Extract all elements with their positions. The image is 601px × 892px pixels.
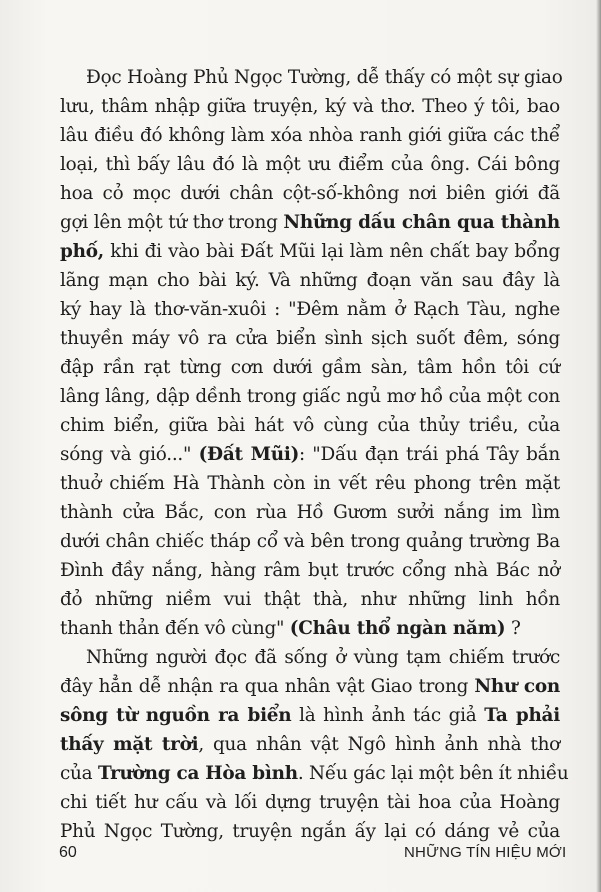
text-line: dưới chân chiếc tháp cổ và bên trong quảng trường Ba bbox=[60, 531, 560, 552]
text-line: hoa cỏ mọc dưới chân cột-số-không nơi biên giới đã bbox=[60, 183, 560, 204]
text-run: thanh thản đến vô cùng" bbox=[60, 618, 285, 639]
running-title: NHỮNG TÍN HIỆU MỚI bbox=[404, 844, 567, 861]
work-title: Những dấu chân qua thành bbox=[283, 212, 560, 233]
text-line: lâng lâng, dập dềnh trong giấc ngủ mơ hồ của một con bbox=[60, 386, 560, 407]
text-run: ? bbox=[505, 618, 521, 639]
text-line: Đình đầy nắng, hàng râm bụt trước cổng nhà Bác nở bbox=[60, 560, 560, 581]
text-line: chim biển, giữa bài hát vô cùng của thủy triều, của bbox=[60, 415, 560, 436]
work-title: Trường ca Hòa bình bbox=[97, 763, 298, 784]
text-line: Những người đọc đã sống ở vùng tạm chiếm trước bbox=[86, 647, 560, 668]
text-line bbox=[60, 614, 560, 644]
text-line bbox=[60, 237, 560, 267]
text-line: đỏ những niềm vui thật thà, như những linh hồn bbox=[60, 589, 560, 610]
text-line: lưu, thâm nhập giữa truyện, ký và thơ. Theo ý tôi, bao bbox=[60, 96, 560, 117]
text-line bbox=[60, 701, 560, 731]
work-title: phố, bbox=[60, 241, 104, 262]
text-line: ký hay là thơ-văn-xuôi : "Đêm nằm ở Rạch Tàu, nghe bbox=[60, 299, 560, 320]
text-line: thành cửa Bắc, con rùa Hồ Gươm sưởi nắng im lìm bbox=[60, 502, 560, 523]
text-run: gợi lên một tứ thơ trong bbox=[60, 212, 278, 233]
text-line: lãng mạn cho bài ký. Và những đoạn văn sau đây là bbox=[60, 270, 560, 291]
text-line bbox=[60, 440, 560, 470]
text-line: đập rần rạt từng cơn dưới gầm sàn, tâm hồn tôi cứ bbox=[60, 357, 560, 378]
text-line bbox=[60, 730, 560, 760]
text-line bbox=[60, 672, 560, 702]
page-number: 60 bbox=[59, 844, 77, 861]
text-line bbox=[60, 759, 569, 789]
work-title: Như con bbox=[474, 676, 560, 697]
text-run: : "Dấu đạn trái phá Tây bắn bbox=[299, 444, 560, 465]
text-run: sóng và gió..." bbox=[60, 444, 192, 465]
page-edge-shadow bbox=[596, 0, 601, 892]
work-title: (Châu thổ ngàn năm) bbox=[289, 618, 506, 639]
text-line: lâu điều đó không làm xóa nhòa ranh giới giữa các thể bbox=[60, 125, 560, 146]
text-line: thuyền máy vô ra cửa biển sình sịch suốt đêm, sóng bbox=[60, 328, 560, 349]
work-title: sông từ nguồn ra biển bbox=[60, 705, 292, 726]
text-run: đây hẳn dễ nhận ra qua nhân vật Giao trong bbox=[60, 676, 469, 697]
work-title: thấy mặt trời bbox=[60, 734, 199, 755]
text-line bbox=[60, 208, 560, 238]
text-run: của bbox=[60, 763, 93, 784]
text-line: loại, thì bấy lâu đó là một ưu điểm của ông. Cái bông bbox=[60, 154, 560, 175]
text-line: chi tiết hư cấu và lối dựng truyện tài hoa của Hoàng bbox=[60, 792, 560, 813]
text-line: Phủ Ngọc Tường, truyện ngắn ấy lại có dáng vẻ của bbox=[60, 821, 560, 842]
text-run: . Nếu gác lại một bên ít nhiều bbox=[297, 763, 569, 784]
text-run: là hình ảnh tác giả bbox=[299, 705, 477, 726]
work-title: Ta phải bbox=[484, 705, 560, 726]
work-title: (Đất Mũi) bbox=[198, 444, 300, 465]
text-line: thuở chiếm Hà Thành còn in vết rêu phong trên mặt bbox=[60, 473, 560, 494]
text-run: , qua nhân vật Ngô hình ảnh nhà thơ bbox=[198, 734, 560, 755]
text-line: Đọc Hoàng Phủ Ngọc Tường, dễ thấy có một sự giao bbox=[86, 67, 563, 88]
text-run: khi đi vào bài Đất Mũi lại làm nên chất bay bổng bbox=[110, 241, 560, 262]
